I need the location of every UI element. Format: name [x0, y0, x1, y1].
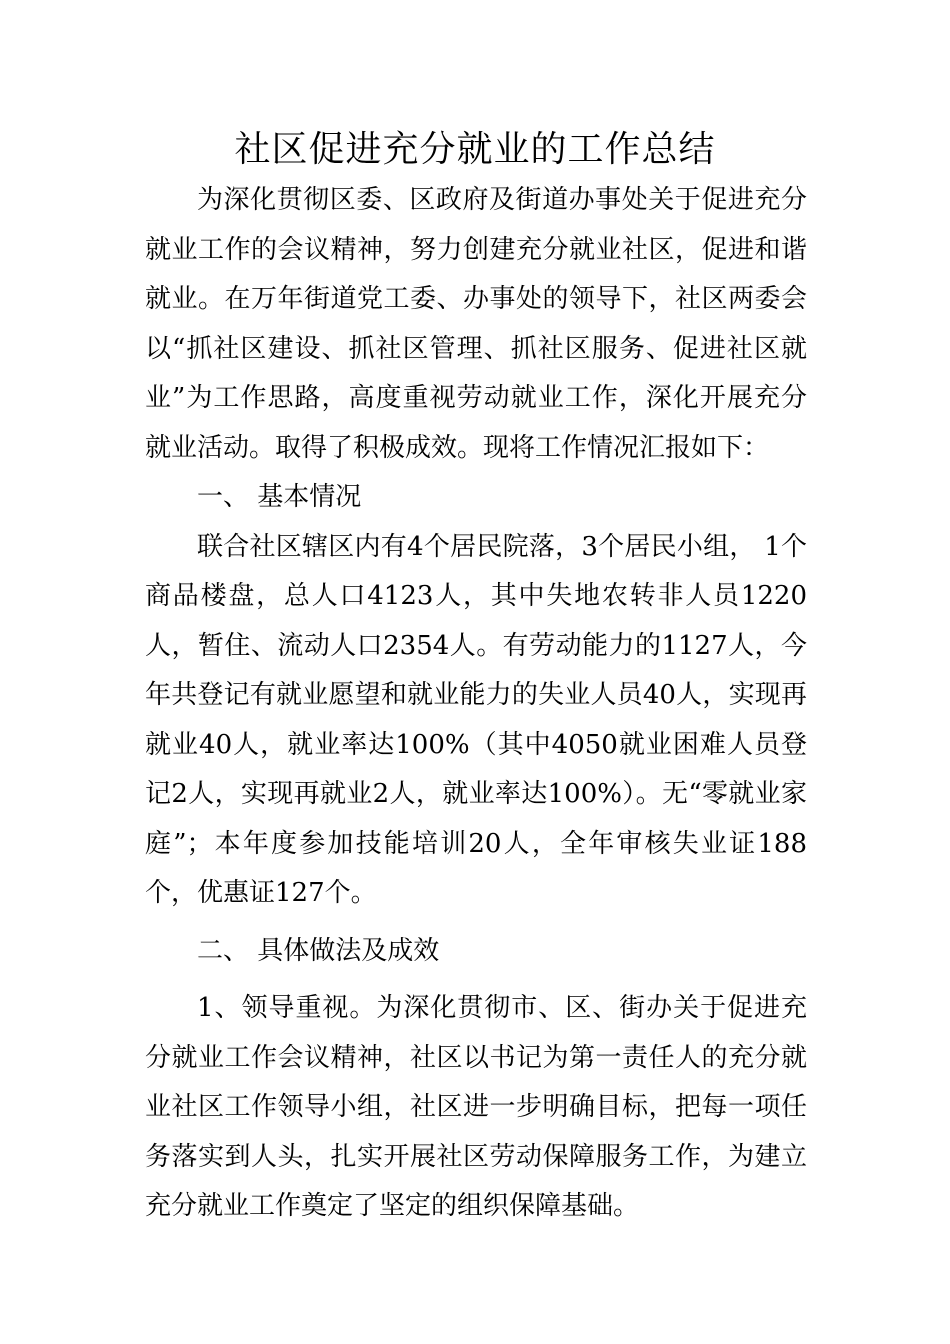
basic-situation-paragraph: 联合社区辖区内有4个居民院落，3个居民小组， 1个商品楼盘，总人口4123人，其中失地农转非人员1220人，暂住、流动人口2354人。有劳动能力的1127人，今年共登记有就业愿望和就业能力的失业人员40人，实现再就业40人，就业率达100%（其中4050就业困难人员登记2人，实现再就业2人，就业率达100%）。无“零就业家庭”；本年度参加技能培训20人，全年审核失业证188个，优惠证127个。: [145, 531, 807, 908]
intro-paragraph: 为深化贯彻区委、区政府及街道办事处关于促进充分就业工作的会议精神，努力创建充分就业社区，促进和谐就业。在万年街道党工委、办事处的领导下，社区两委会以“抓社区建设、抓社区管理、抓社区服务、促进社区就业”为工作思路，高度重视劳动就业工作，深化开展充分就业活动。取得了积极成效。现将工作情况汇报如下：: [145, 185, 807, 463]
document-body: [145, 176, 807, 1232]
section-heading-measures: 二、 具体做法及成效: [197, 935, 440, 966]
leadership-paragraph: 1、领导重视。为深化贯彻市、区、街办关于促进充分就业工作会议精神，社区以书记为第一责任人的充分就业社区工作领导小组，社区进一步明确目标，把每一项任务落实到人头，扎实开展社区劳动保障服务工作，为建立充分就业工作奠定了坚定的组织保障基础。: [145, 993, 807, 1221]
document-title: 社区促进充分就业的工作总结: [234, 129, 716, 170]
section-heading-basic: 一、 基本情况: [197, 482, 362, 512]
